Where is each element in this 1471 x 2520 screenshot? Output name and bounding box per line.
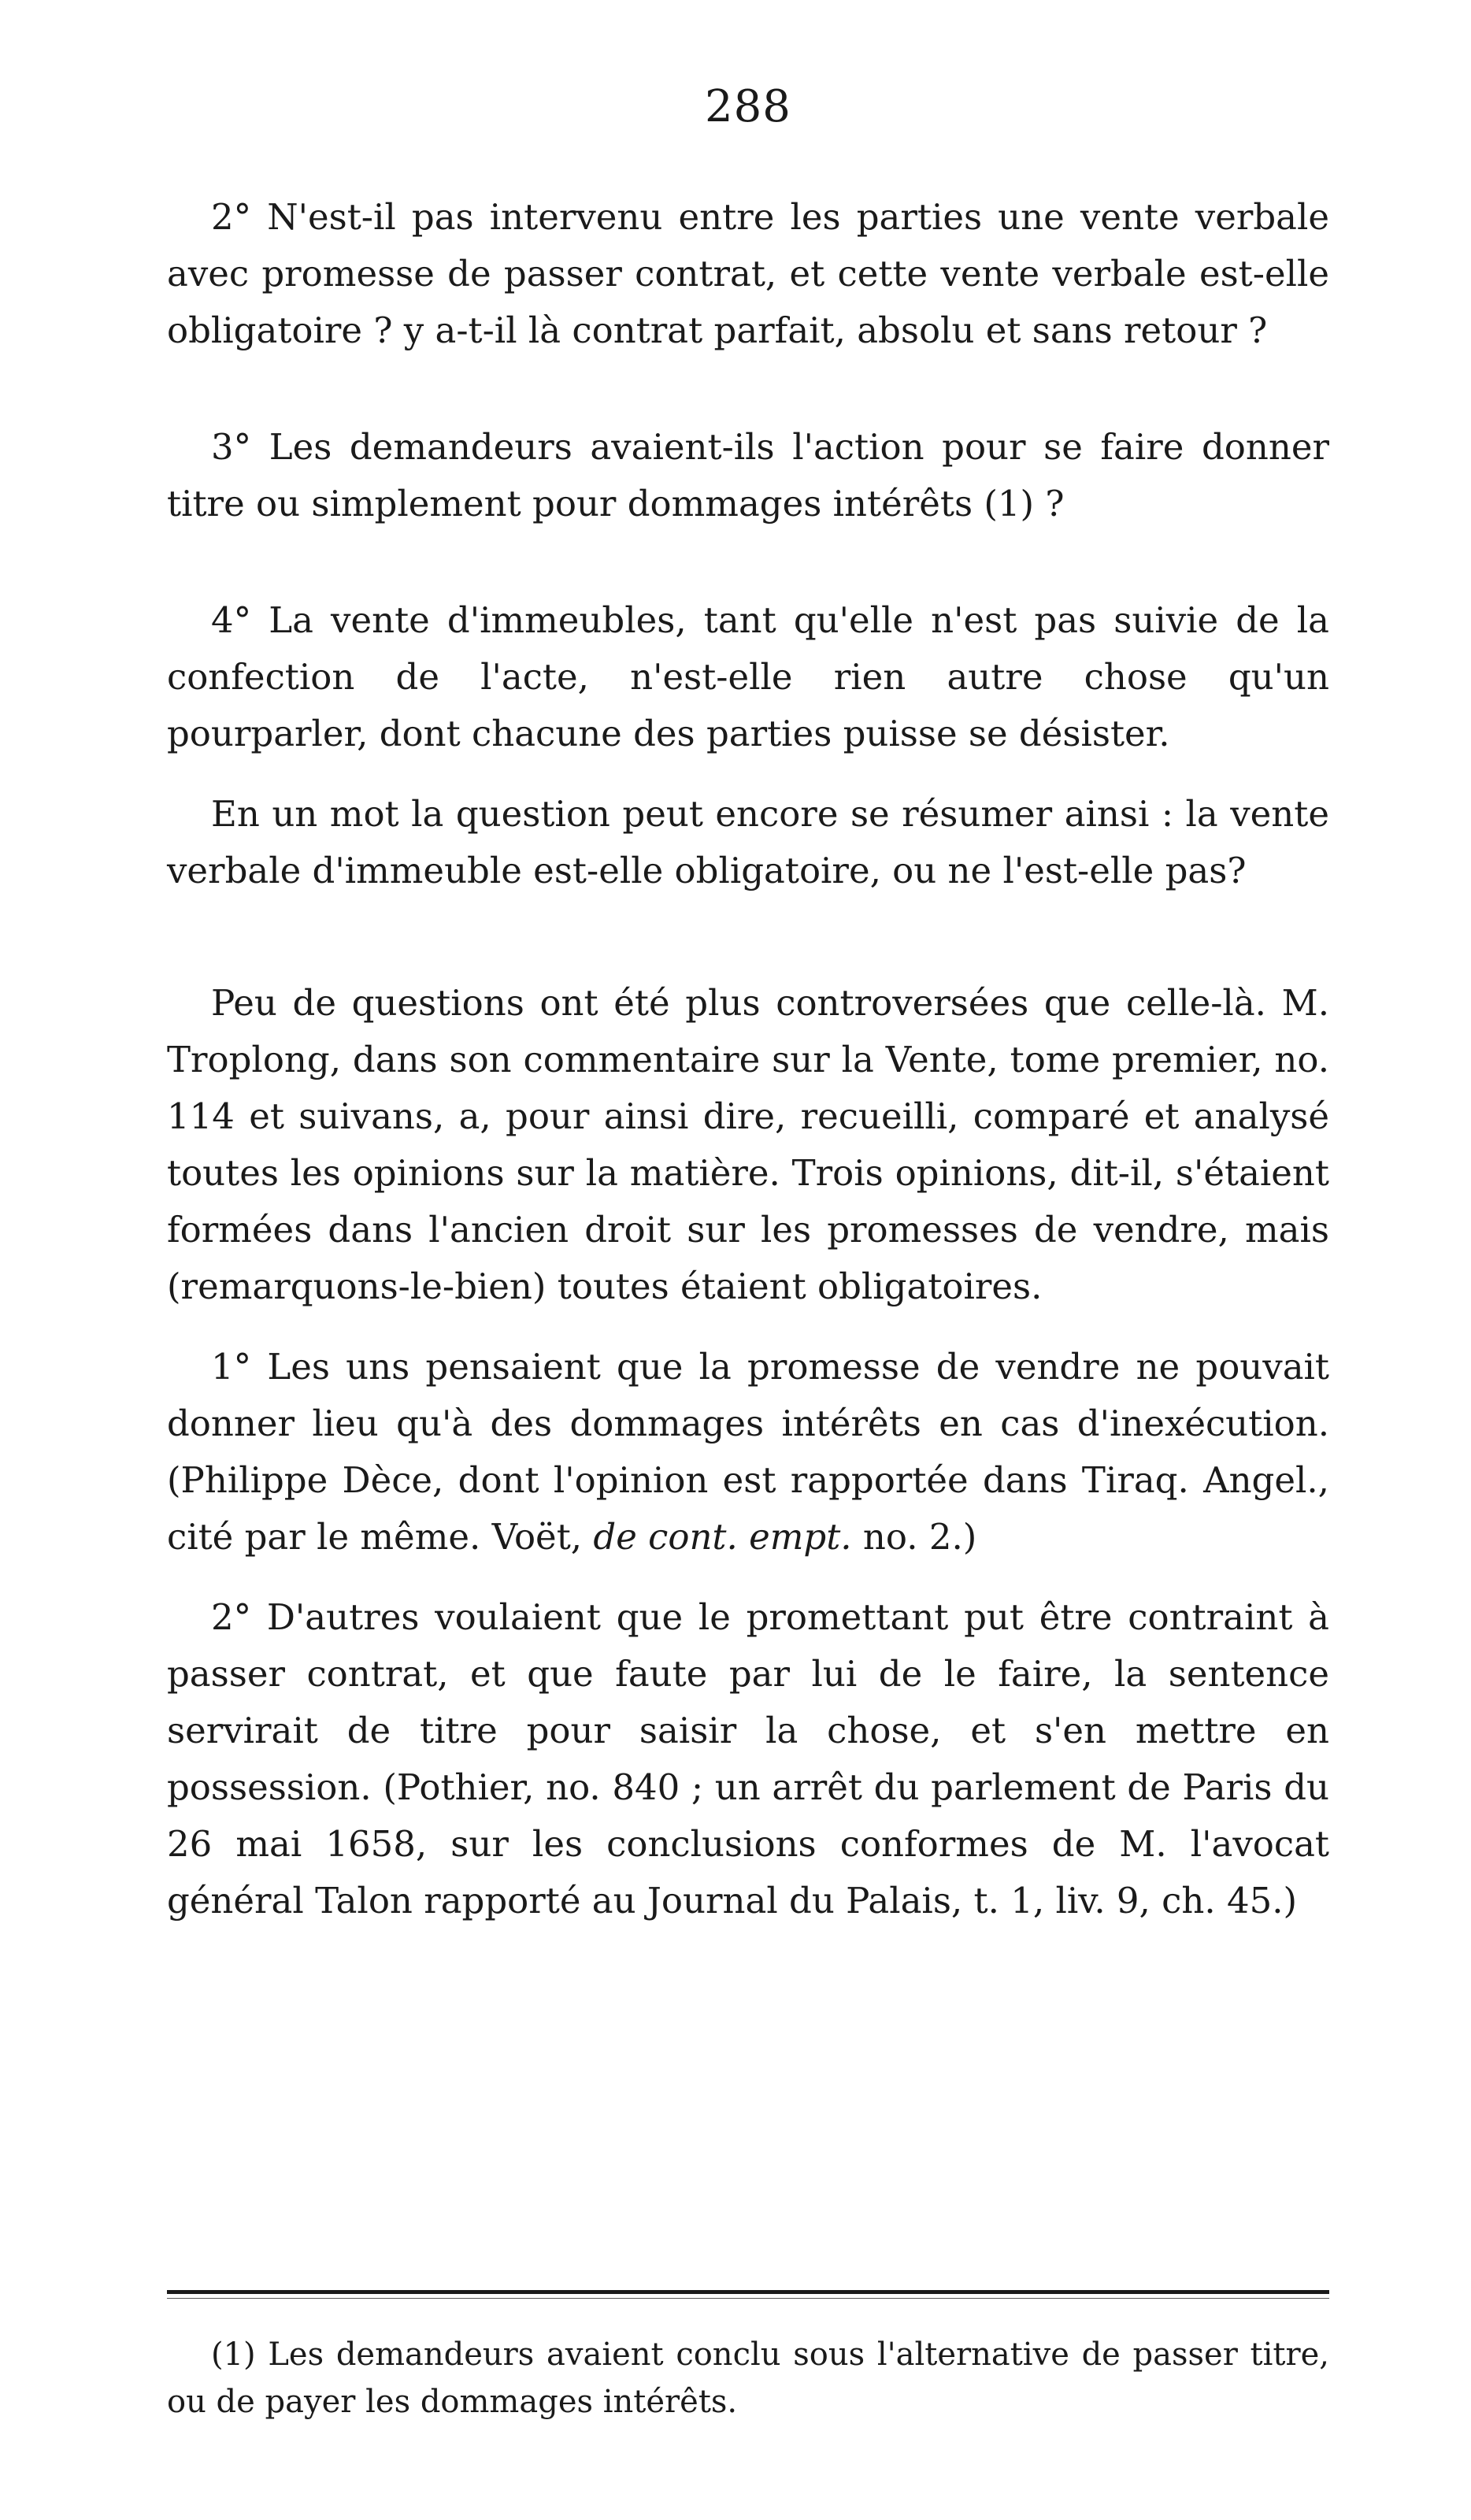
footnote-divider [167,2290,1329,2294]
opinion-1-text: 1° Les uns pensaient que la promesse de vendre ne pouvait donner lieu qu'à des dommages intérêts en cas d'inexécution. (Philippe Dèce, dont l'opinion est rapportée dans Tiraq. Angel., cité par le même. Voët, [167,1346,1329,1558]
paragraph-question-3: 3° Les demandeurs avaient-ils l'action pour se faire donner titre ou simplement pour dommages intérêts (1) ? [167,426,1329,524]
paragraph-controversy: Peu de questions ont été plus controversées que celle-là. M. Troplong, dans son commentaire sur la Vente, tome premier, no. 114 et suivans, a, pour ainsi dire, recueilli, comparé et analysé toutes les opinions sur la matière. Trois opinions, dit-il, s'étaient formées dans l'ancien droit sur les promesses de vendre, mais (remarquons-le-bien) toutes étaient obligatoires. [167,982,1329,1307]
document-page [167,0,1329,2520]
paragraph-opinion-2: 2° D'autres voulaient que le promettant put être contraint à passer contrat, et que faute par lui de le faire, la sentence servirait de titre pour saisir la chose, et s'en mettre en possession. (Pothier, no. 840 ; un arrêt du parlement de Paris du 26 mai 1658, sur les conclusions conformes de M. l'avocat général Talon rapporté au Journal du Palais, t. 1, liv. 9, ch. 45.) [167,1596,1329,1922]
paragraph-question-2: 2° N'est-il pas intervenu entre les parties une vente verbale avec promesse de passer contrat, et cette vente verbale est-elle obligatoire ? y a-t-il là contrat parfait, absolu et sans retour ? [167,196,1329,351]
page-number: 288 [705,81,791,132]
body-text [167,189,1329,1929]
citation-italic: de cont. empt. [593,1516,852,1558]
paragraph-question-4: 4° La vente d'immeubles, tant qu'elle n'est pas suivie de la confection de l'acte, n'est-elle rien autre chose qu'un pourparler, dont chacune des parties puisse se désister. [167,599,1329,754]
footnote-divider-thin [167,2298,1329,2299]
paragraph-opinion-1 [167,1339,1329,1566]
footnote-text: (1) Les demandeurs avaient conclu sous l'alternative de passer titre, ou de payer les dommages intérêts. [167,2337,1329,2420]
paragraph-summary: En un mot la question peut encore se résumer ainsi : la vente verbale d'immeuble est-elle obligatoire, ou ne l'est-elle pas? [167,793,1329,891]
footnote [167,2331,1329,2426]
citation-rest: no. 2.) [851,1516,977,1558]
